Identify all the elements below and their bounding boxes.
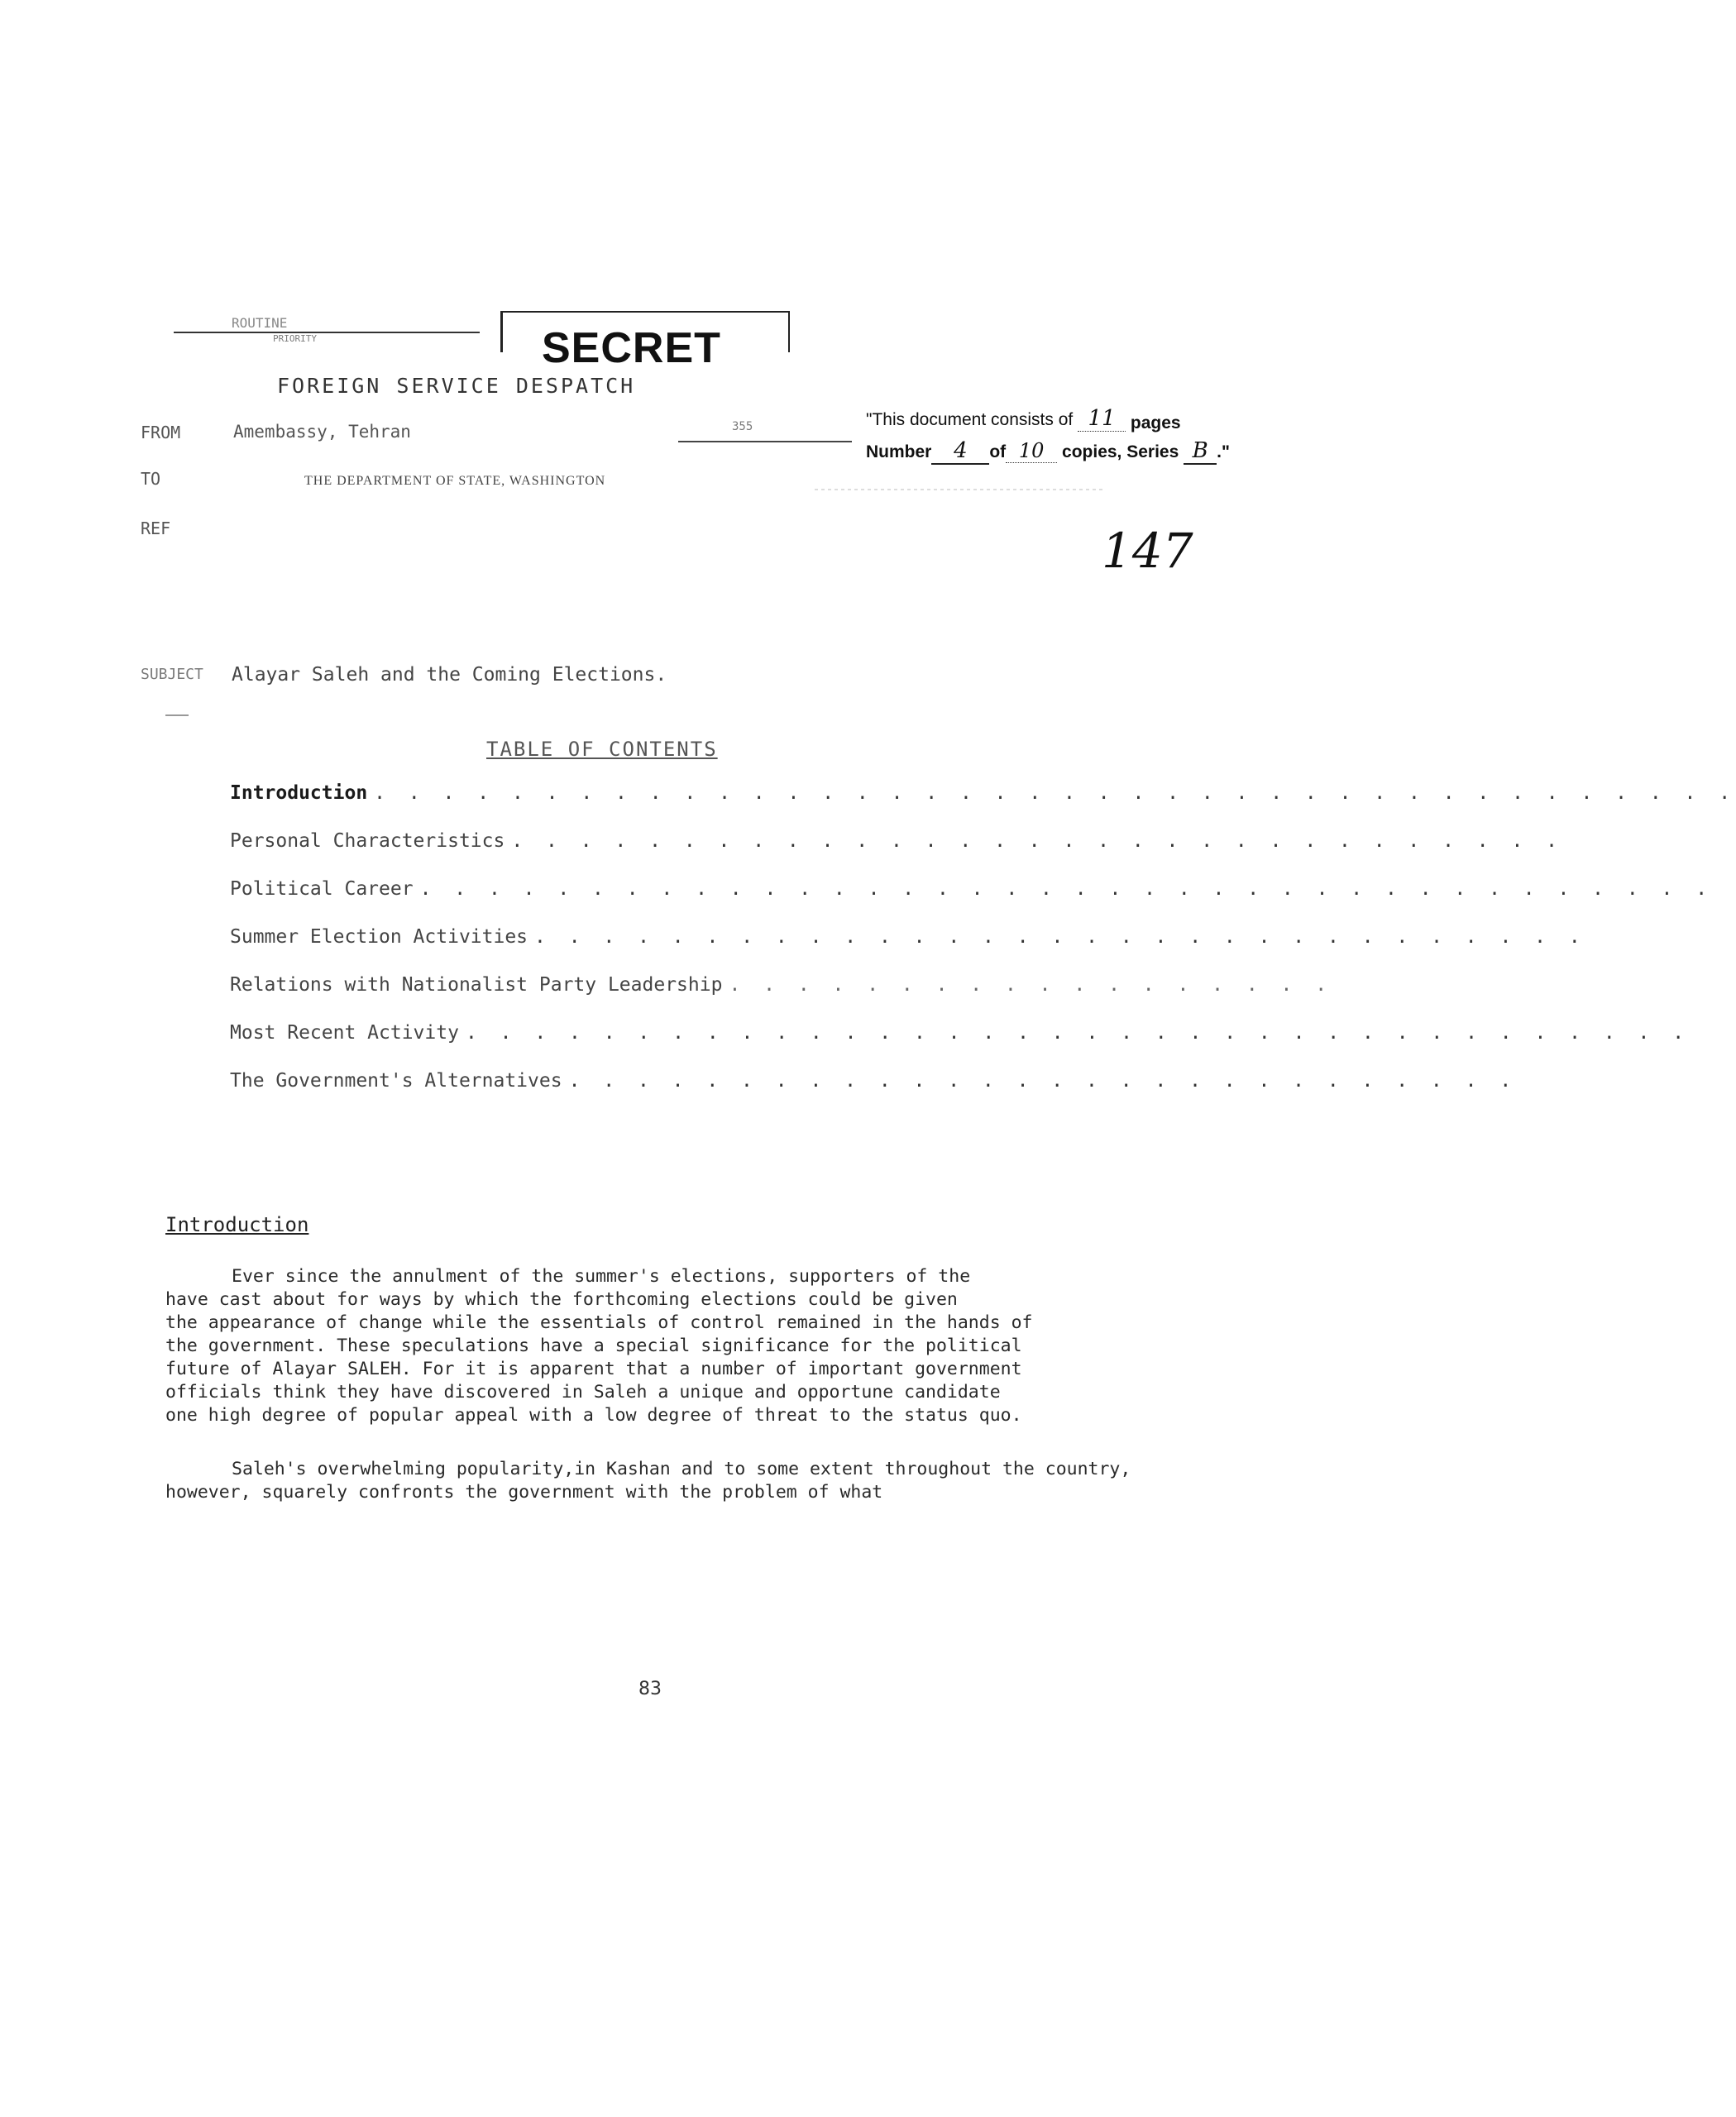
priority-label: PRIORITY bbox=[273, 333, 317, 344]
paragraph-line: the government. These speculations have a special significance for the political bbox=[165, 1336, 1022, 1356]
illegible-precedence-icon bbox=[230, 314, 329, 331]
illegible-date-icon bbox=[815, 475, 1104, 493]
doc-note-of: of bbox=[989, 442, 1007, 461]
contents-leader: . . . . . . . . . . . . . . . . . . bbox=[729, 974, 1333, 996]
contents-item-label: The Government's Alternatives bbox=[230, 1070, 562, 1092]
paragraph-line: the appearance of change while the essentials of control remained in the hands of bbox=[165, 1312, 1033, 1333]
despatch-number: 355 bbox=[732, 420, 753, 433]
doc-copies-total: 10 bbox=[1006, 439, 1057, 463]
contents-item-label: Personal Characteristics bbox=[230, 830, 505, 852]
to-label: TO bbox=[141, 469, 161, 489]
doc-series: B bbox=[1184, 438, 1217, 465]
contents-list bbox=[230, 782, 1736, 1118]
doc-pages: 11 bbox=[1078, 406, 1126, 432]
precedence-line bbox=[230, 314, 329, 335]
precedence-mark bbox=[230, 315, 329, 335]
doc-note-copies: copies, Series bbox=[1062, 442, 1179, 461]
contents-title: TABLE OF CONTENTS bbox=[486, 738, 718, 761]
classification-top: SECRET bbox=[542, 324, 721, 372]
contents-item bbox=[230, 926, 1586, 974]
from-value: Amembassy, Tehran bbox=[233, 422, 411, 442]
subject-value: Alayar Saleh and the Coming Elections. bbox=[232, 664, 667, 686]
from-label: FROM bbox=[141, 423, 181, 442]
contents-item bbox=[230, 1022, 1691, 1070]
contents-item-label: Most Recent Activity bbox=[230, 1022, 459, 1044]
subject-label: SUBJECT bbox=[141, 666, 203, 683]
form-title: FOREIGN SERVICE DESPATCH bbox=[277, 374, 636, 398]
document-control-note bbox=[866, 406, 1181, 432]
contents-item-label: Relations with Nationalist Party Leadership bbox=[230, 974, 723, 996]
contents-leader: . . . . . . . . . . . . . . . . . . . . . . . . . . . . bbox=[568, 1070, 1518, 1092]
doc-copy-number: 4 bbox=[931, 438, 989, 465]
subject-dash bbox=[165, 707, 190, 723]
introduction-paragraph-1 bbox=[165, 1265, 1125, 1427]
contents-item bbox=[230, 878, 1714, 926]
despatch-number-rule bbox=[678, 441, 852, 442]
introduction-paragraph-2 bbox=[165, 1458, 1131, 1504]
svg-text:ROUTINE: ROUTINE bbox=[232, 315, 288, 331]
doc-note-number: Number bbox=[866, 442, 932, 461]
paragraph-line: have cast about for ways by which the forthcoming elections could be given bbox=[165, 1289, 958, 1310]
paragraph-line: Saleh's overwhelming popularity,in Kashan and to some extent throughout the country, bbox=[232, 1459, 1131, 1479]
doc-note-line1: "This document consists of bbox=[866, 410, 1074, 429]
date-field bbox=[815, 475, 1104, 497]
introduction-heading: Introduction bbox=[165, 1213, 309, 1236]
contents-leader: . . . . . . . . . . . . . . . . . . . . . . . . . . . . . . . bbox=[511, 830, 1564, 852]
to-value: THE DEPARTMENT OF STATE, WASHINGTON bbox=[304, 474, 606, 488]
contents-item-label: Political Career bbox=[230, 878, 414, 900]
contents-item-label: Introduction bbox=[230, 782, 368, 804]
paragraph-line: future of Alayar SALEH. For it is apparent that a number of important government bbox=[165, 1359, 1022, 1379]
paragraph-line: Ever since the annulment of the summer's elections, supporters of the bbox=[232, 1266, 971, 1287]
document-copy-note bbox=[866, 438, 1230, 465]
contents-leader: . . . . . . . . . . . . . . . . . . . . . . . . . . . . . . . . . . . . . . . . bbox=[374, 782, 1736, 804]
contents-item bbox=[230, 1070, 1518, 1118]
page-number: 83 bbox=[638, 1679, 662, 1699]
paragraph-line: however, squarely confronts the government with the problem of what bbox=[165, 1482, 883, 1503]
ref-label: REF bbox=[141, 518, 171, 538]
contents-item bbox=[230, 782, 1736, 830]
contents-leader: . . . . . . . . . . . . . . . . . . . . . . . . . . . . . . . . . . . . bbox=[465, 1022, 1691, 1044]
paragraph-line: one high degree of popular appeal with a low degree of threat to the status quo. bbox=[165, 1405, 1022, 1426]
doc-pages-word: pages bbox=[1130, 413, 1181, 432]
contents-leader: . . . . . . . . . . . . . . . . . . . . . . . . . . . . . . . . . . . . . . bbox=[419, 878, 1714, 900]
dash-mark-icon bbox=[165, 711, 190, 719]
paragraph-line: officials think they have discovered in Saleh a unique and opportune candidate bbox=[165, 1382, 1001, 1403]
doc-note-end: ." bbox=[1217, 442, 1230, 461]
contents-item bbox=[230, 830, 1564, 878]
contents-leader: . . . . . . . . . . . . . . . . . . . . . . . . . . . . . . . bbox=[534, 926, 1586, 948]
contents-item-label: Summer Election Activities bbox=[230, 926, 528, 948]
contents-item bbox=[230, 974, 1333, 1022]
handwritten-number: 147 bbox=[1102, 523, 1193, 579]
